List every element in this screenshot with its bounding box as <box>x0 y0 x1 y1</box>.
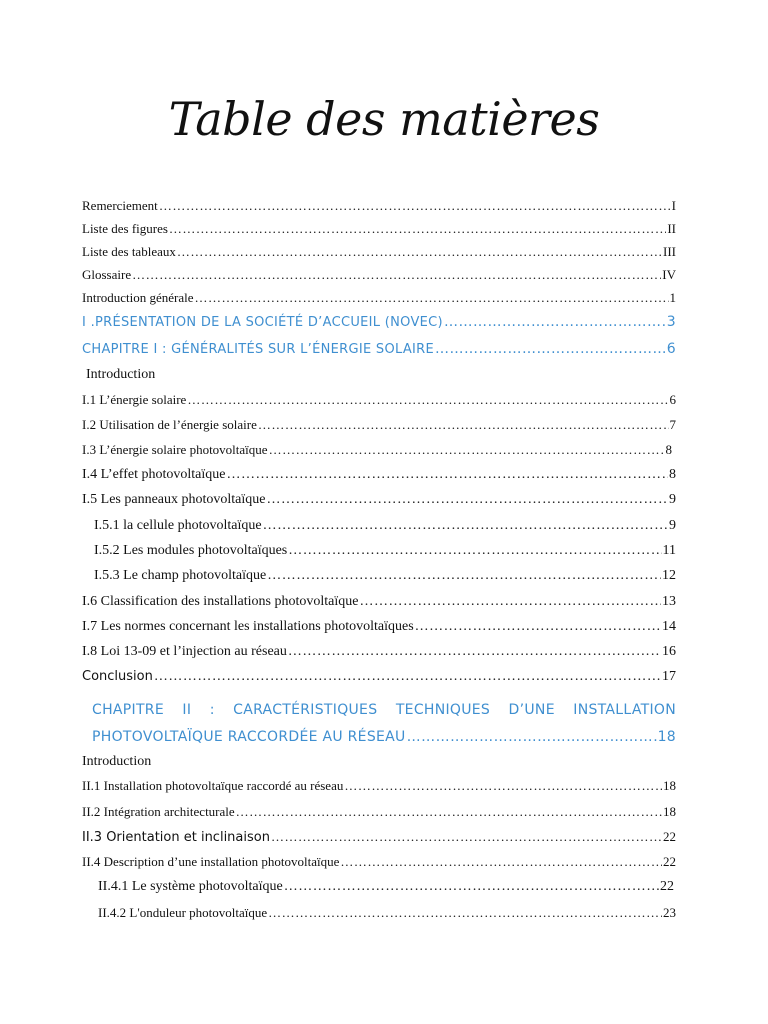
toc-entry-page: 17 <box>662 669 676 684</box>
toc-entry-page: 22 <box>660 879 674 894</box>
dot-leader <box>169 221 666 237</box>
dot-leader <box>263 518 668 534</box>
toc-entry-label: I.5.3 Le champ photovoltaïque <box>94 568 267 583</box>
toc-entry-i5-1[interactable] <box>94 518 676 534</box>
dot-leader <box>187 392 668 408</box>
toc-entry-i5-2[interactable] <box>94 543 676 559</box>
toc-entry-label: PHOTOVOLTAÏQUE RACCORDÉE AU RÉSEAU <box>92 729 406 745</box>
dot-leader <box>359 594 661 610</box>
toc-entry-label: I.4 L’effet photovoltaïque <box>82 467 226 482</box>
toc-entry-i6[interactable] <box>82 594 676 610</box>
toc-entry-page: 14 <box>662 619 676 634</box>
dot-leader <box>284 879 659 895</box>
toc-entry-page: 9 <box>669 518 676 533</box>
toc-entry-page: 3 <box>666 314 676 330</box>
dot-leader <box>258 417 669 433</box>
toc-entry-page: 9 <box>669 492 676 507</box>
toc-entry-i3[interactable] <box>82 442 672 458</box>
toc-entry-i2[interactable] <box>82 417 676 433</box>
toc-entry-label: Glossaire <box>82 267 132 282</box>
dot-leader <box>435 341 666 357</box>
toc-entry-page: 22 <box>663 829 676 844</box>
toc-entry-page: 16 <box>662 644 676 659</box>
toc-entry-label: Liste des tableaux <box>82 244 176 259</box>
toc-entry-label: Remerciement <box>82 198 158 213</box>
toc-entry-label: Conclusion <box>82 669 153 684</box>
toc-entry-i7[interactable] <box>82 619 676 635</box>
toc-entry-liste-figures[interactable] <box>82 221 676 237</box>
dot-leader <box>267 492 668 508</box>
toc-entry-page: 18 <box>657 729 676 745</box>
toc-entry-label: I.1 L’énergie solaire <box>82 392 187 407</box>
toc-entry-remerciement[interactable] <box>82 198 676 214</box>
dot-leader <box>268 905 662 921</box>
dot-leader <box>226 467 668 483</box>
toc-entry-page: I <box>671 198 676 213</box>
toc-entry-page: 8 <box>665 442 672 457</box>
toc-entry-chapitre-2-line2[interactable] <box>92 729 676 745</box>
toc-entry-label: II.2 Intégration architecturale <box>82 804 235 819</box>
toc-entry-page: 6 <box>666 341 676 357</box>
dot-leader <box>288 644 661 660</box>
toc-entry-page: II <box>667 221 676 236</box>
toc-entry-ii4[interactable] <box>82 854 676 870</box>
toc-entry-i4[interactable] <box>82 467 676 483</box>
toc-entry-i5-3[interactable] <box>94 568 676 584</box>
toc-entry-page: 23 <box>663 905 676 920</box>
toc-entry-label: II.4 Description d’une installation photovoltaïque <box>82 854 340 869</box>
toc-entry-introduction-ch1[interactable]: Introduction <box>86 367 156 382</box>
dot-leader <box>444 314 666 330</box>
toc-entry-label: II.1 Installation photovoltaïque raccordé au réseau <box>82 778 344 793</box>
dot-leader <box>132 267 661 283</box>
toc-entry-label: Introduction générale <box>82 290 194 305</box>
dot-leader <box>236 804 662 820</box>
toc-entry-page: 6 <box>669 392 676 407</box>
toc-entry-ii1[interactable] <box>82 778 676 794</box>
toc-entry-label: Liste des figures <box>82 221 168 236</box>
dot-leader <box>415 619 661 635</box>
toc-entry-ii4-2[interactable] <box>98 905 676 921</box>
dot-leader <box>344 778 662 794</box>
toc-entry-page: 7 <box>669 417 676 432</box>
toc-entry-label: I.3 L’énergie solaire photovoltaïque <box>82 442 268 457</box>
toc-entry-page: 22 <box>663 854 676 869</box>
toc-entry-page: 11 <box>662 543 676 558</box>
dot-leader <box>159 198 671 214</box>
toc-entry-page: 13 <box>662 594 676 609</box>
toc-entry-liste-tableaux[interactable] <box>82 244 676 260</box>
toc-entry-label: I.2 Utilisation de l’énergie solaire <box>82 417 257 432</box>
toc-entry-presentation-societe[interactable] <box>82 314 676 330</box>
page-title: Table des matières <box>168 92 600 146</box>
toc-entry-label: I.5.1 la cellule photovoltaïque <box>94 518 262 533</box>
toc-entry-page: 8 <box>669 467 676 482</box>
toc-entry-page: 18 <box>663 778 676 793</box>
toc-entry-page: III <box>663 244 676 259</box>
toc-entry-ii2[interactable] <box>82 804 676 820</box>
toc-entry-label: I.7 Les normes concernant les installations photovoltaïques <box>82 619 414 634</box>
toc-entry-page: 12 <box>662 568 676 583</box>
dot-leader <box>269 442 665 458</box>
toc-entry-label: II.4.1 Le système photovoltaïque <box>98 879 283 894</box>
toc-entry-introduction-generale[interactable] <box>82 290 676 306</box>
toc-entry-label: CHAPITRE I : GÉNÉRALITÉS SUR L’ÉNERGIE SOLAIRE <box>82 342 435 357</box>
toc-entry-label: I.8 Loi 13-09 et l’injection au réseau <box>82 644 287 659</box>
toc-entry-page: IV <box>662 267 676 282</box>
toc-entry-label: I.5.2 Les modules photovoltaïques <box>94 543 288 558</box>
toc-entry-i1[interactable] <box>82 392 676 408</box>
toc-entry-label: II.3 Orientation et inclinaison <box>82 830 270 845</box>
toc-entry-page: 1 <box>669 290 676 305</box>
dot-leader <box>154 669 661 685</box>
toc-entry-i5[interactable] <box>82 492 676 508</box>
dot-leader <box>288 543 661 559</box>
dot-leader <box>340 854 662 870</box>
toc-entry-introduction-ch2[interactable]: Introduction <box>82 754 152 769</box>
toc-entry-glossaire[interactable] <box>82 267 676 283</box>
toc-entry-chapitre-2-line1[interactable] <box>92 702 676 718</box>
toc-entry-chapitre-1[interactable] <box>82 341 676 357</box>
dot-leader <box>195 290 669 306</box>
dot-leader <box>407 729 657 745</box>
toc-entry-label: II.4.2 L'onduleur photovoltaïque <box>98 905 268 920</box>
toc-entry-ii4-1[interactable] <box>98 879 674 895</box>
toc-entry-label: I.5 Les panneaux photovoltaïque <box>82 492 266 507</box>
toc-entry-label: CHAPITRE II : CARACTÉRISTIQUES TECHNIQUES D’UNE INSTALLATION <box>92 702 676 718</box>
toc-entry-label: I.6 Classification des installations photovoltaïque <box>82 594 359 609</box>
toc-entry-label: I .PRÉSENTATION DE LA SOCIÉTÉ D’ACCUEIL (NOVEC) <box>82 315 443 330</box>
dot-leader <box>267 568 661 584</box>
toc-entry-i8[interactable] <box>82 644 676 660</box>
toc-entry-conclusion[interactable] <box>82 669 676 685</box>
dot-leader <box>271 829 662 845</box>
toc-entry-page: 18 <box>663 804 676 819</box>
dot-leader <box>177 244 662 260</box>
toc-entry-ii3[interactable] <box>82 829 676 845</box>
